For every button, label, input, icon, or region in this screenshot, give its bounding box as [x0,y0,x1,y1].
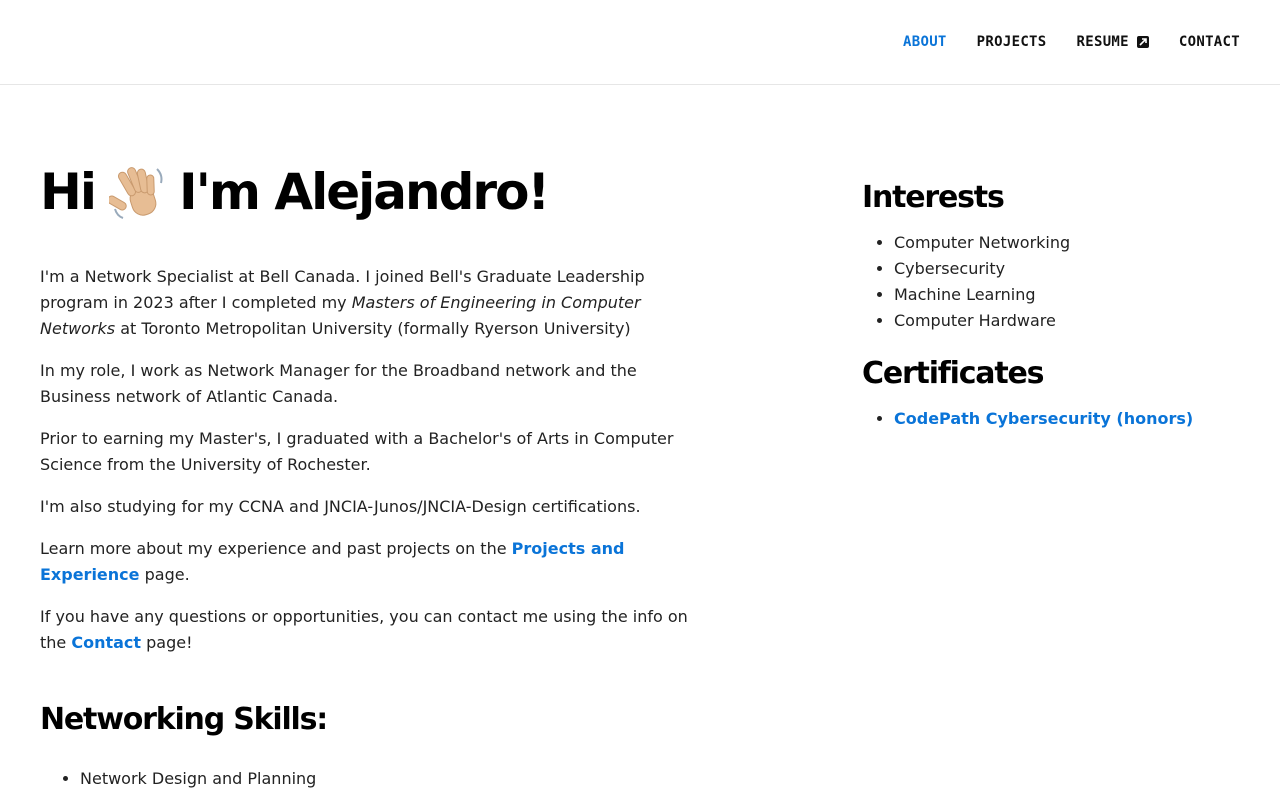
intro-p5-text-a: Learn more about my experience and past projects on the [40,539,512,558]
nav-contact-label: CONTACT [1178,34,1240,50]
certificates-heading: Certificates [862,356,1044,391]
interest-item: • Cybersecurity [894,256,1242,282]
nav-projects-link[interactable] [977,34,1047,50]
intro-paragraph-4: I'm also studying for my CCNA and JNCIA-Junos/JNCIA-Design certifications. [40,497,641,516]
hero-name: I'm Alejandro! [178,163,549,221]
intro-p5-text-b: page. [139,565,190,584]
external-link-icon [1137,36,1149,48]
interest-item: • Computer Hardware [894,308,1242,334]
intro-p6-text-b: page! [141,633,193,652]
nav-contact-link[interactable] [1179,34,1240,50]
intro-p1-text-b: at Toronto Metropolitan University (formally Ryerson University) [115,319,631,338]
skills-list-item: • Network Design and Planning [80,766,316,792]
intro-p1-text-a: I'm a Network Specialist at Bell Canada. I joined Bell's Graduate Leadership program in 2023 after I completed my [40,267,645,312]
intro-text [40,264,700,656]
nav-projects-label: PROJECTS [976,34,1047,50]
top-navbar [0,0,1280,85]
skills-list [80,766,316,792]
sidebar [862,176,1242,450]
intro-paragraph-3: Prior to earning my Master's, I graduated with a Bachelor's of Arts in Computer Science from the University of Rochester. [40,429,674,474]
intro-paragraph-1 [40,264,700,342]
nav-about-label: ABOUT [903,34,947,50]
intro-p1-emphasis: Masters of Engineering in Computer Networks [40,293,641,338]
interests-list [894,230,1242,334]
nav-resume-link[interactable] [1077,34,1149,50]
contact-link[interactable]: Contact [71,633,142,652]
intro-paragraph-6 [40,604,700,656]
intro-p6-text-a: If you have any questions or opportunities, you can contact me using the info on the [40,607,688,652]
certificate-link[interactable]: CodePath Cybersecurity (honors) [894,409,1194,428]
certificates-list [894,406,1242,432]
interests-heading: Interests [862,180,1004,215]
interest-item: • Machine Learning [894,282,1242,308]
main-nav [873,34,1240,50]
interest-item: • Computer Networking [894,230,1242,256]
about-section [40,160,700,672]
nav-about-link[interactable] [903,34,947,50]
intro-paragraph-2: In my role, I work as Network Manager for the Broadband network and the Business network of Atlantic Canada. [40,361,637,406]
certificate-item [894,406,1242,432]
page-title [40,160,700,224]
projects-link[interactable]: Projects and Experience [40,539,625,584]
waving-hand-icon [109,163,167,221]
hero-hi: Hi [40,163,95,221]
skills-heading: Networking Skills: [40,702,328,737]
nav-resume-label: RESUME [1076,34,1129,50]
intro-paragraph-5 [40,536,700,588]
